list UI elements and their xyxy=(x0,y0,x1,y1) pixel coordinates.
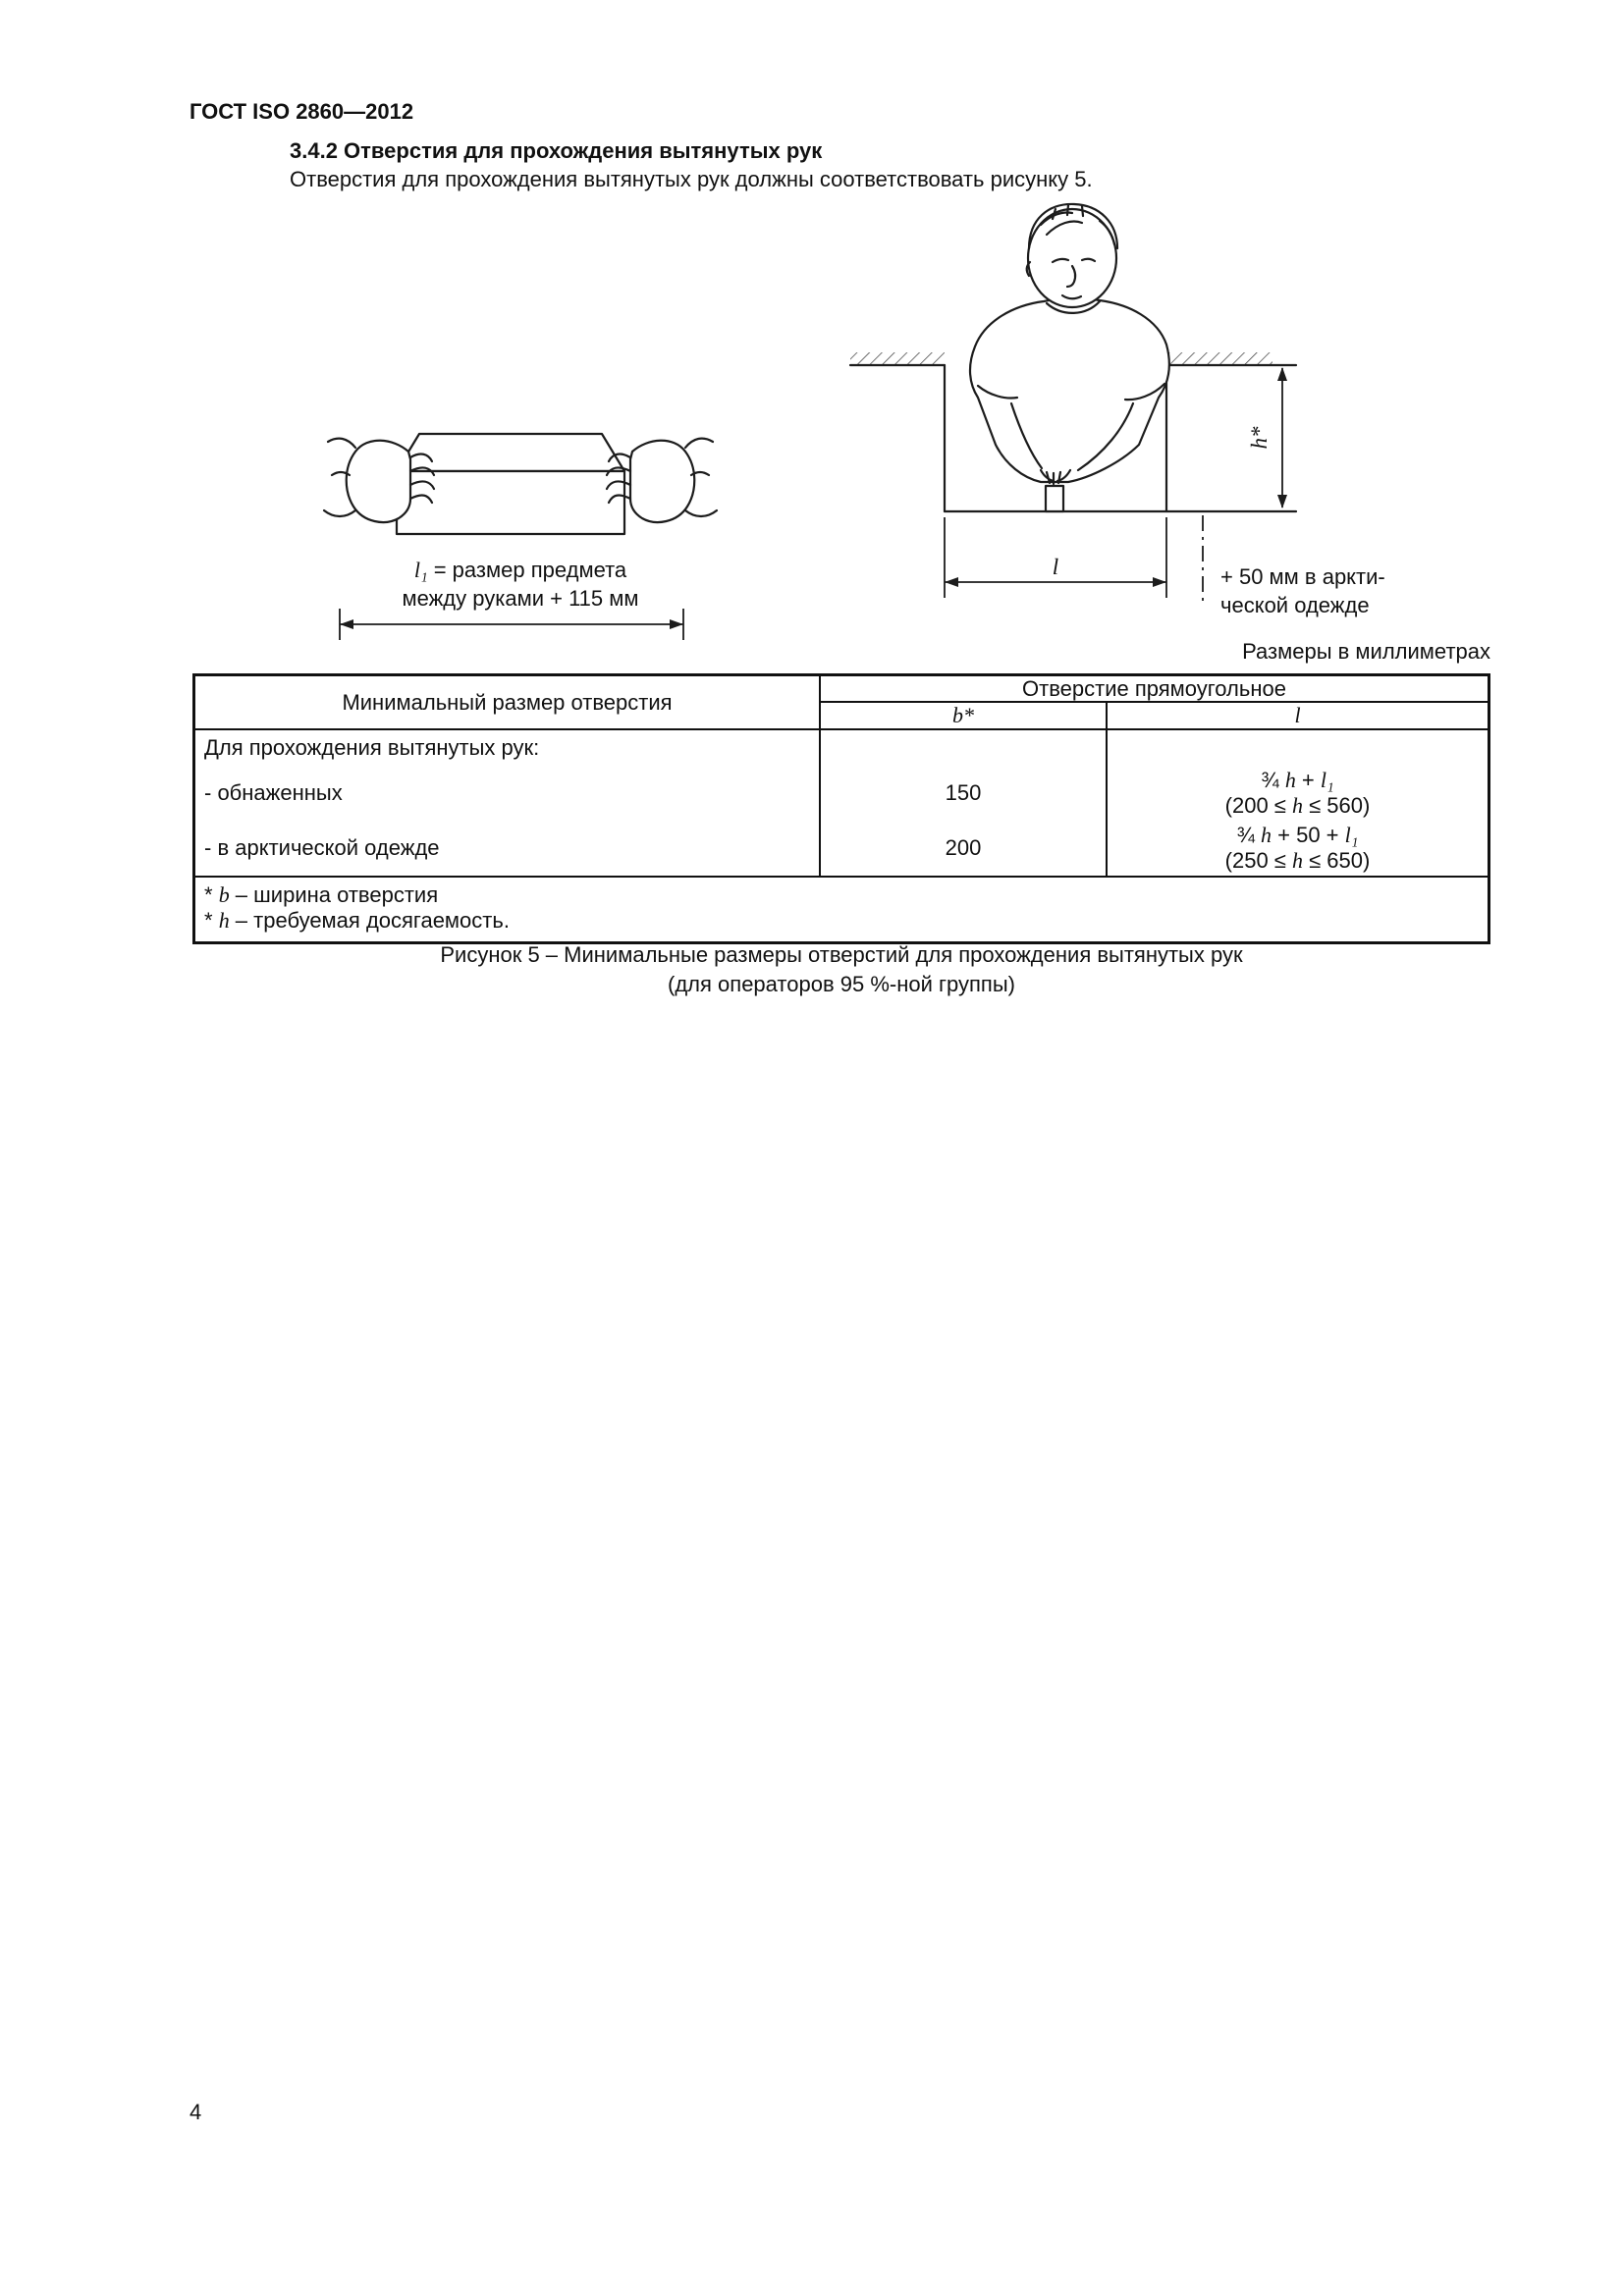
grasped-object xyxy=(1046,486,1063,511)
figure-caption-line2: (для операторов 95 %-ной группы) xyxy=(668,972,1015,996)
col-header-l: l xyxy=(1294,703,1301,727)
row-bare-range xyxy=(1225,793,1371,819)
footnote-star: * xyxy=(204,882,219,907)
page-number: 4 xyxy=(189,2100,202,2124)
row-arctic-range xyxy=(1225,848,1371,874)
section-intro: Отверстия для прохождения вытянутых рук должны соответствовать рисунку 5. xyxy=(290,167,1093,191)
footnote-var-b: b xyxy=(218,882,230,907)
footnote-text: – ширина отверстия xyxy=(229,882,439,907)
formula-pre: ¾ xyxy=(1236,823,1262,847)
row-bare-l xyxy=(1108,766,1488,821)
table-body xyxy=(195,730,1488,878)
row-arctic-l xyxy=(1108,821,1488,876)
figure-box-hands-drawing xyxy=(324,412,717,658)
arctic-note-line1: + 50 мм в аркти- xyxy=(1220,564,1385,589)
table-subheader xyxy=(821,703,1488,728)
arctic-note xyxy=(1220,562,1385,619)
row-arctic-b: 200 xyxy=(821,821,1108,876)
figure-caption-line1: Рисунок 5 – Минимальные размеры отверстий для прохождения вытянутых рук xyxy=(440,942,1243,967)
dimensions-table xyxy=(192,673,1490,944)
box-caption-line2: между руками + 115 мм xyxy=(402,586,639,611)
box-figure-caption xyxy=(324,556,717,613)
formula-h: h xyxy=(1261,823,1272,847)
range-pre: (250 ≤ xyxy=(1224,848,1292,873)
h-dimension xyxy=(1247,367,1287,508)
row-bare-b: 150 xyxy=(821,766,1108,821)
arctic-note-line2: ческой одежде xyxy=(1220,593,1370,617)
formula-pre: ¾ xyxy=(1261,768,1285,792)
formula-mid: + xyxy=(1295,768,1321,792)
range-h: h xyxy=(1292,793,1303,818)
box-caption-line1-text: = размер предмета xyxy=(427,558,627,582)
range-post: ≤ 650) xyxy=(1303,848,1371,873)
range-post: ≤ 560) xyxy=(1303,793,1371,818)
l1-dimension xyxy=(340,609,683,640)
col-header-rect-opening: Отверстие прямоугольное xyxy=(821,676,1488,703)
row-arctic-formula xyxy=(1237,823,1359,848)
col-group-wrap xyxy=(821,676,1488,728)
range-pre: (200 ≤ xyxy=(1224,793,1292,818)
section-heading: 3.4.2 Отверстия для прохождения вытянутых рук xyxy=(290,138,823,163)
l-dimension-label: l xyxy=(1052,555,1059,579)
l1-variable: l₁ xyxy=(413,558,428,582)
formula-h: h xyxy=(1284,768,1296,792)
row-group-label: Для прохождения вытянутых рук: xyxy=(195,730,821,766)
footnote-b xyxy=(204,882,1479,908)
l-dimension xyxy=(945,517,1166,598)
col-header-min-size: Минимальный размер отверстия xyxy=(195,676,821,728)
table-header xyxy=(195,676,1488,730)
range-h: h xyxy=(1292,848,1303,873)
formula-l1: l₁ xyxy=(1344,823,1359,847)
person-drawing xyxy=(970,204,1169,511)
row-group-l xyxy=(1108,730,1488,766)
footnote-star: * xyxy=(204,908,219,933)
footnote-text: – требуемая досягаемость. xyxy=(229,908,510,933)
footnote-var-h: h xyxy=(218,908,230,933)
figure-caption xyxy=(192,940,1490,999)
box-caption-line1 xyxy=(324,556,717,584)
row-bare-formula xyxy=(1261,768,1333,793)
row-arctic-label: - в арктической одежде xyxy=(195,821,821,876)
row-bare-label: - обнаженных xyxy=(195,766,821,821)
formula-l1: l₁ xyxy=(1320,768,1334,792)
units-note: Размеры в миллиметрах xyxy=(1242,639,1490,664)
formula-mid: + 50 + xyxy=(1272,823,1345,847)
h-dimension-label: h* xyxy=(1247,426,1272,450)
table-footnotes xyxy=(195,878,1488,941)
footnote-h xyxy=(204,908,1479,934)
row-group-b xyxy=(821,730,1108,766)
document-code: ГОСТ ISO 2860—2012 xyxy=(189,99,414,124)
col-header-b: b* xyxy=(821,703,1108,728)
